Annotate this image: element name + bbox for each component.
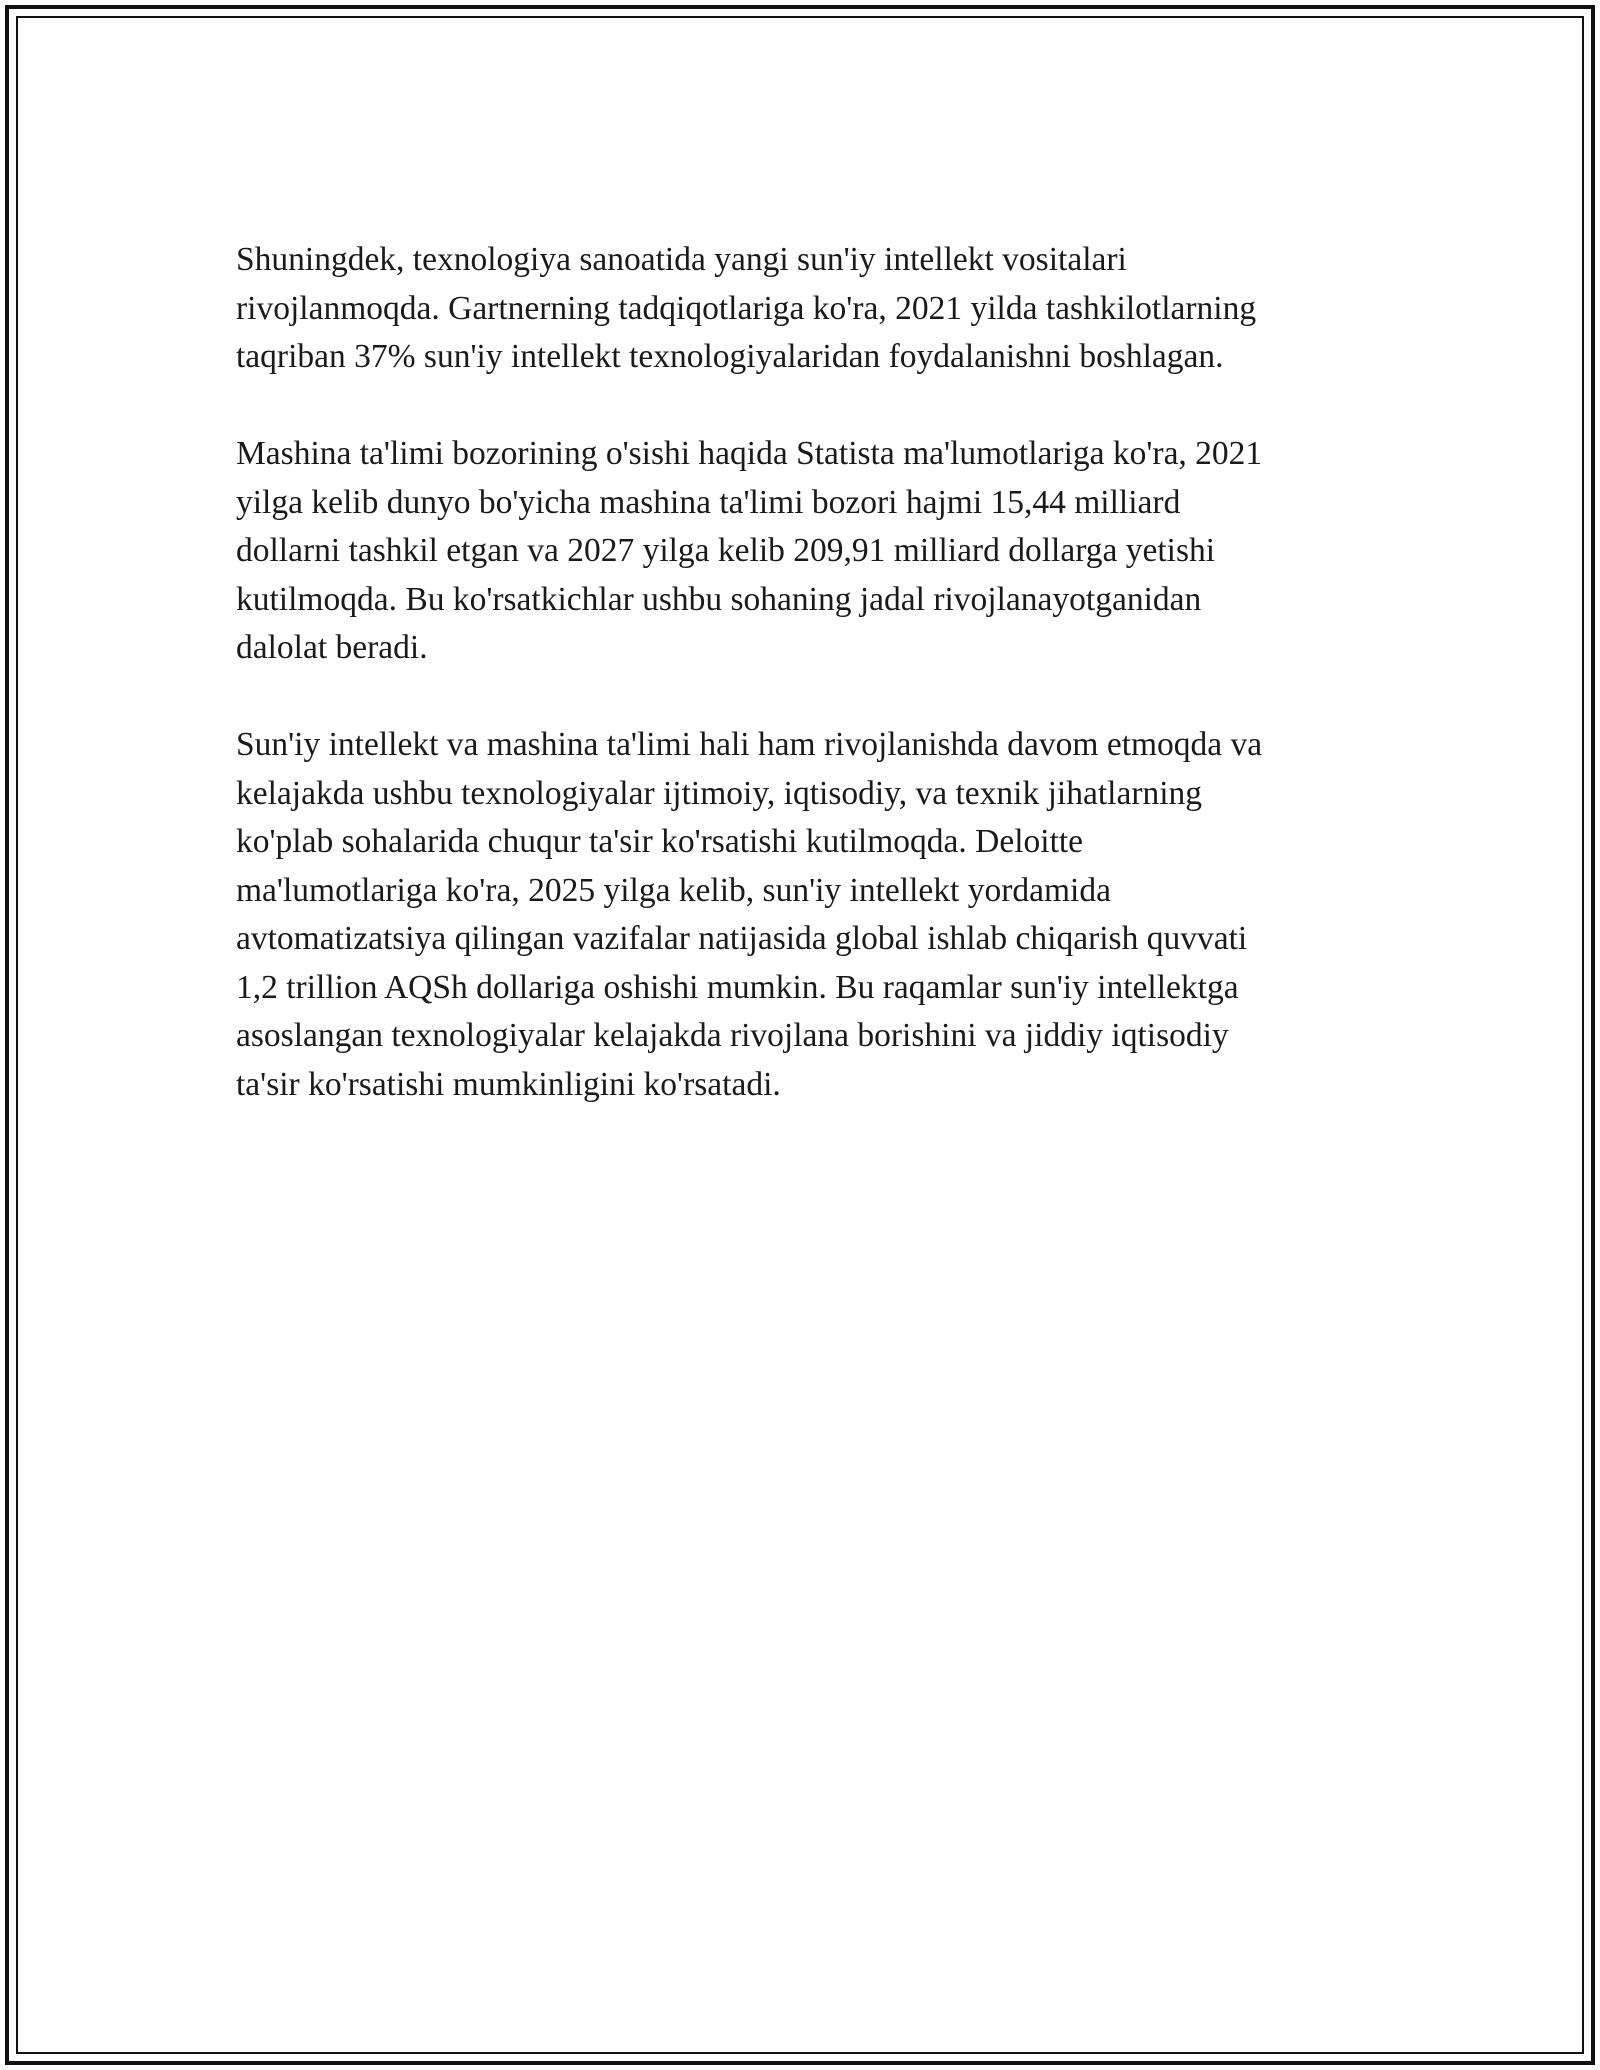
text-line: asoslangan texnologiyalar kelajakda rivojlana borishini va jiddiy iqtisodiy [236, 1017, 1229, 1054]
paragraph-3 [236, 721, 1406, 1109]
text-line: 1,2 trillion AQSh dollariga oshishi mumkin. Bu raqamlar sun'iy intellektga [236, 968, 1239, 1006]
text-line: ko'plab sohalarida chuqur ta'sir ko'rsatishi kutilmoqda. Deloitte [236, 823, 1084, 860]
text-line: ta'sir ko'rsatishi mumkinligini ko'rsatadi. [236, 1065, 781, 1103]
text-line: kutilmoqda. Bu ko'rsatkichlar ushbu sohaning jadal rivojlanayotganidan [236, 580, 1202, 618]
paragraph-1 [236, 236, 1406, 382]
text-line: dalolat beradi. [236, 629, 428, 666]
text-line: yilga kelib dunyo bo'yicha mashina ta'limi bozori hajmi 15,44 milliard [236, 483, 1181, 521]
text-line: kelajakda ushbu texnologiyalar ijtimoiy, iqtisodiy, va texnik jihatlarning [236, 774, 1203, 812]
text-line: Shuningdek, texnologiya sanoatida yangi sun'iy intellekt vositalari [236, 241, 1127, 278]
text-line: ma'lumotlariga ko'ra, 2025 yilga kelib, sun'iy intellekt yordamida [236, 871, 1111, 909]
text-line: taqriban 37% sun'iy intellekt texnologiyalaridan foydalanishni boshlagan. [236, 338, 1224, 375]
text-line: Sun'iy intellekt va mashina ta'limi hali ham rivojlanishda davom etmoqda va [236, 726, 1263, 763]
document-body [236, 236, 1406, 1158]
paragraph-2 [236, 430, 1406, 673]
text-line: dollarni tashkil etgan va 2027 yilga kelib 209,91 milliard dollarga yetishi [236, 532, 1216, 569]
text-line: rivojlanmoqda. Gartnerning tadqiqotlariga ko'ra, 2021 yilda tashkilotlarning [236, 289, 1257, 327]
text-line: avtomatizatsiya qilingan vazifalar natijasida global ishlab chiqarish quvvati [236, 920, 1248, 957]
text-line: Mashina ta'limi bozorining o'sishi haqida Statista ma'lumotlariga ko'ra, 2021 [236, 435, 1263, 472]
